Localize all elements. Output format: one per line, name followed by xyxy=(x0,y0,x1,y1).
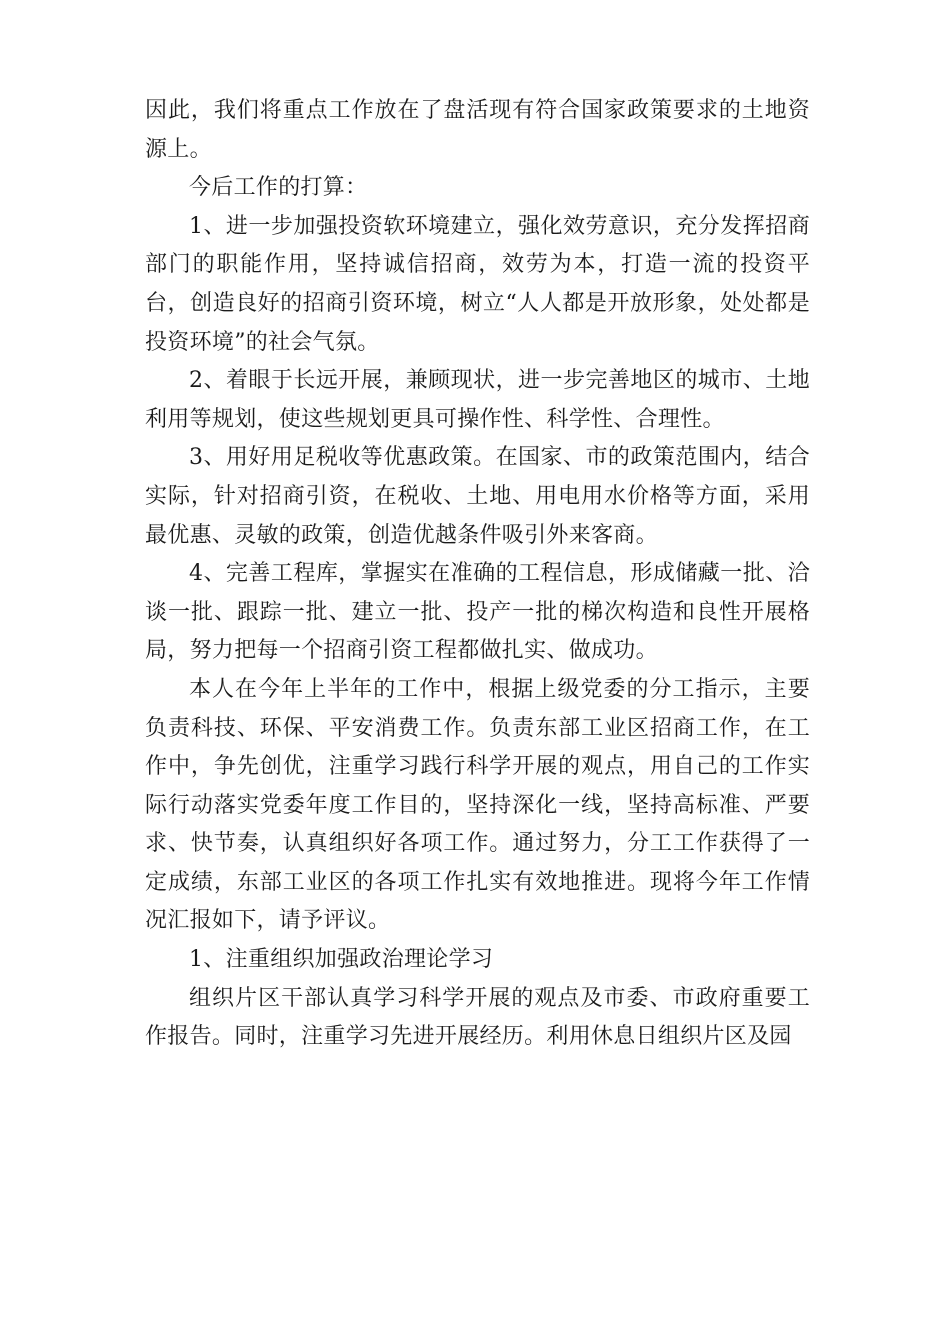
paragraph-work-summary: 本人在今年上半年的工作中，根据上级党委的分工指示，主要负责科技、环保、平安消费工作。负责东部工业区招商工作，在工作中，争先创优，注重学习践行科学开展的观点，用自己的工作实际行动落实党委年度工作目的，坚持深化一线，坚持高标准、严要求、快节奏，认真组织好各项工作。通过努力，分工工作获得了一定成绩，东部工业区的各项工作扎实有效地推进。现将今年工作情况汇报如下，请予评议。 xyxy=(145,676,810,934)
paragraph-plan-item-2: 2、着眼于长远开展，兼顾现状，进一步完善地区的城市、土地利用等规划，使这些规划更具可操作性、科学性、合理性。 xyxy=(145,368,810,432)
paragraph-plan-item-1: 1、进一步加强投资软环境建立，强化效劳意识，充分发挥招商部门的职能作用，坚持诚信招商，效劳为本，打造一流的投资平台，创造良好的招商引资环境，树立“人人都是开放形象，处处都是投资环境”的社会气氛。 xyxy=(145,213,810,355)
document-body xyxy=(145,92,810,1057)
paragraph-plan-item-4: 4、完善工程库，掌握实在准确的工程信息，形成储藏一批、洽谈一批、跟踪一批、建立一批、投产一批的梯次构造和良性开展格局，努力把每一个招商引资工程都做扎实、做成功。 xyxy=(145,561,810,664)
paragraph-study-organization: 组织片区干部认真学习科学开展的观点及市委、市政府重要工作报告。同时，注重学习先进开展经历。利用休息日组织片区及园 xyxy=(145,985,810,1050)
paragraph-future-plans-heading: 今后工作的打算： xyxy=(189,175,368,201)
paragraph-section-heading-1: 1、注重组织加强政治理论学习 xyxy=(189,947,494,973)
paragraph-plan-item-3: 3、用好用足税收等优惠政策。在国家、市的政策范围内，结合实际，针对招商引资，在税收、土地、用电用水价格等方面，采用最优惠、灵敏的政策，创造优越条件吸引外来客商。 xyxy=(145,445,810,548)
paragraph-land-resources: 因此，我们将重点工作放在了盘活现有符合国家政策要求的土地资源上。 xyxy=(145,98,810,162)
